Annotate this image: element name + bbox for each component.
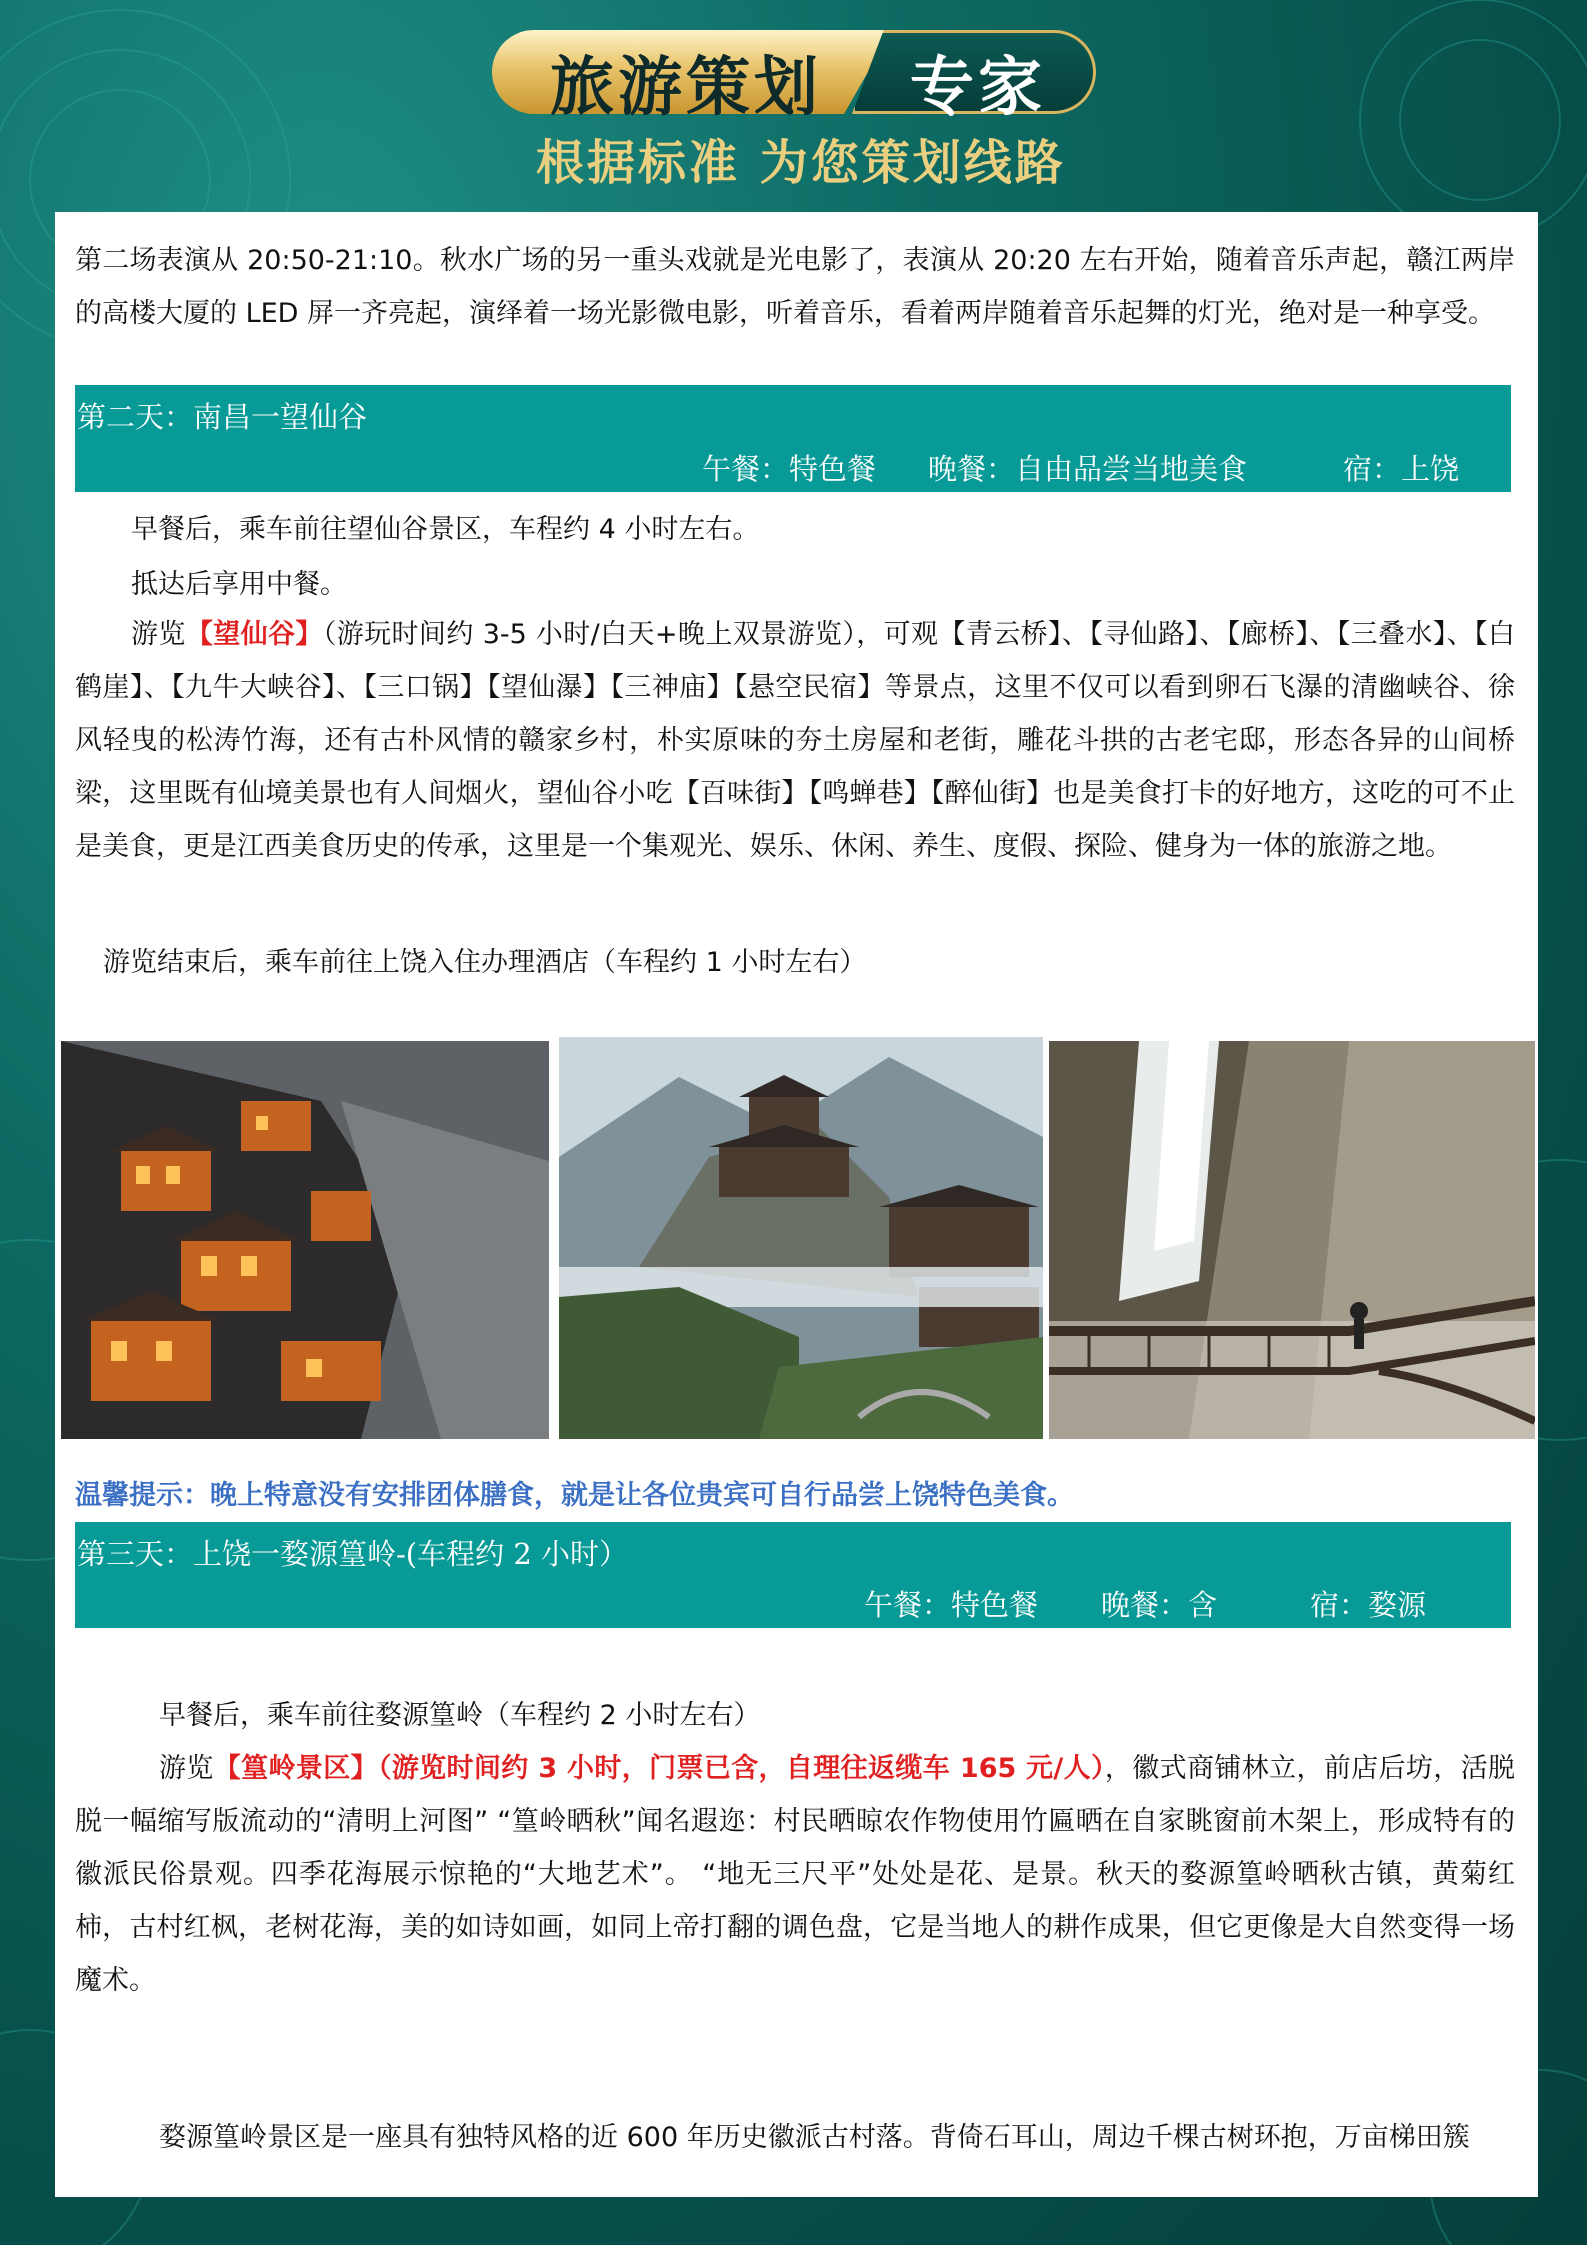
day2-header-bar [75, 385, 1511, 492]
banner-title-right: 专家 [910, 51, 1046, 125]
day3-paragraph-3: 婺源篁岭景区是一座具有独特风格的近 600 年历史徽派古村落。背倚石耳山，周边千棵古树环抱，万亩梯田簇 [159, 2122, 1470, 2153]
intro-paragraph: 第二场表演从 20:50-21:10。秋水广场的另一重头戏就是光电影了，表演从 20:20 左右开始，随着音乐声起，赣江两岸的高楼大厦的 LED 屏一齐亮起，演绎着一场光影微电影，听着音乐，看着两岸随着音乐起舞的灯光，绝对是一种享受。 [75, 245, 1515, 329]
day3-lunch: 午餐：特色餐 [864, 1588, 1039, 1622]
day3-title: 第三天：上饶一婺源篁岭-(车程约 2 小时） [77, 1537, 629, 1571]
day2-title: 第二天：南昌一望仙谷 [77, 400, 368, 434]
warm-tip: 温馨提示：晚上特意没有安排团体膳食，就是让各位贵宾可自行品尝上饶特色美食。 [75, 1480, 1074, 1511]
day3-stay: 宿：婺源 [1310, 1588, 1427, 1622]
photo-cliff-village-night [61, 1041, 549, 1439]
day2-paragraph-1: 早餐后，乘车前往望仙谷景区，车程约 4 小时左右。 [131, 514, 760, 545]
day2-stay: 宿：上饶 [1343, 452, 1460, 486]
banner-subtitle: 根据标准 为您策划线路 [536, 135, 1066, 191]
day2-paragraph-4: 游览结束后，乘车前往上饶入住办理酒店（车程约 1 小时左右） [103, 947, 867, 978]
photo-mountain-village-mist [559, 1037, 1043, 1439]
day2-dinner: 晚餐：自由品尝当地美食 [928, 452, 1248, 486]
day3-paragraph-2 [75, 1742, 1515, 2007]
day2-p3-body: （游玩时间约 3-5 小时/白天+晚上双景游览），可观【青云桥】、【寻仙路】、【廊桥】、【三叠水】、【白鹤崖】、【九牛大峡谷】、【三口锅】【望仙瀑】【三神庙】【悬空民宿】等景点，这里不仅可以看到卵石飞瀑的清幽峡谷、徐风轻曳的松涛竹海，还有古朴风情的赣家乡村，朴实原味的夯土房屋和老街，雕花斗拱的古老宅邸，形态各异的山间桥梁，这里既有仙境美景也有人间烟火，望仙谷小吃【百味街】【鸣蝉巷】【醉仙街】也是美食打卡的好地方，这吃的可不止是美食，更是江西美食历史的传承，这里是一个集观光、娱乐、休闲、养生、度假、探险、健身为一体的旅游之地。 [75, 619, 1516, 862]
banner-title-left: 旅游策划 [550, 51, 822, 125]
day3-p2-highlight: 【篁岭景区】（游览时间约 3 小时，门票已含，自理往返缆车 165 元/人） [213, 1753, 1105, 1784]
header-banner [492, 30, 1096, 125]
day3-header-bar [75, 1522, 1511, 1628]
photo-waterfall-walkway [1049, 1041, 1535, 1439]
day3-paragraph-1: 早餐后，乘车前往婺源篁岭（车程约 2 小时左右） [159, 1700, 761, 1731]
day3-p2-lead: 游览 [159, 1753, 214, 1784]
day3-p2-body: ，徽式商铺林立，前店后坊，活脱脱一幅缩写版流动的“清明上河图” “篁岭晒秋”闻名遐迩：村民晒晾农作物使用竹匾晒在自家眺窗前木架上，形成特有的徽派民俗景观。四季花海展示惊艳的“大地艺术”。 “地无三尺平”处处是花、是景。秋天的婺源篁岭晒秋古镇，黄菊红柿，古村红枫，老树花海，美的如诗如画，如同上帝打翻的调色盘，它是当地人的耕作成果，但它更像是大自然变得一场魔术。 [75, 1753, 1516, 1996]
day3-dinner: 晚餐：含 [1101, 1588, 1218, 1622]
content-panel [55, 212, 1538, 2197]
day2-p3-lead: 游览 [131, 619, 186, 650]
day2-paragraph-2: 抵达后享用中餐。 [131, 569, 347, 600]
day2-lunch: 午餐：特色餐 [702, 452, 877, 486]
day2-p3-highlight: 【望仙谷】 [185, 619, 323, 650]
day2-paragraph-3 [75, 608, 1515, 873]
